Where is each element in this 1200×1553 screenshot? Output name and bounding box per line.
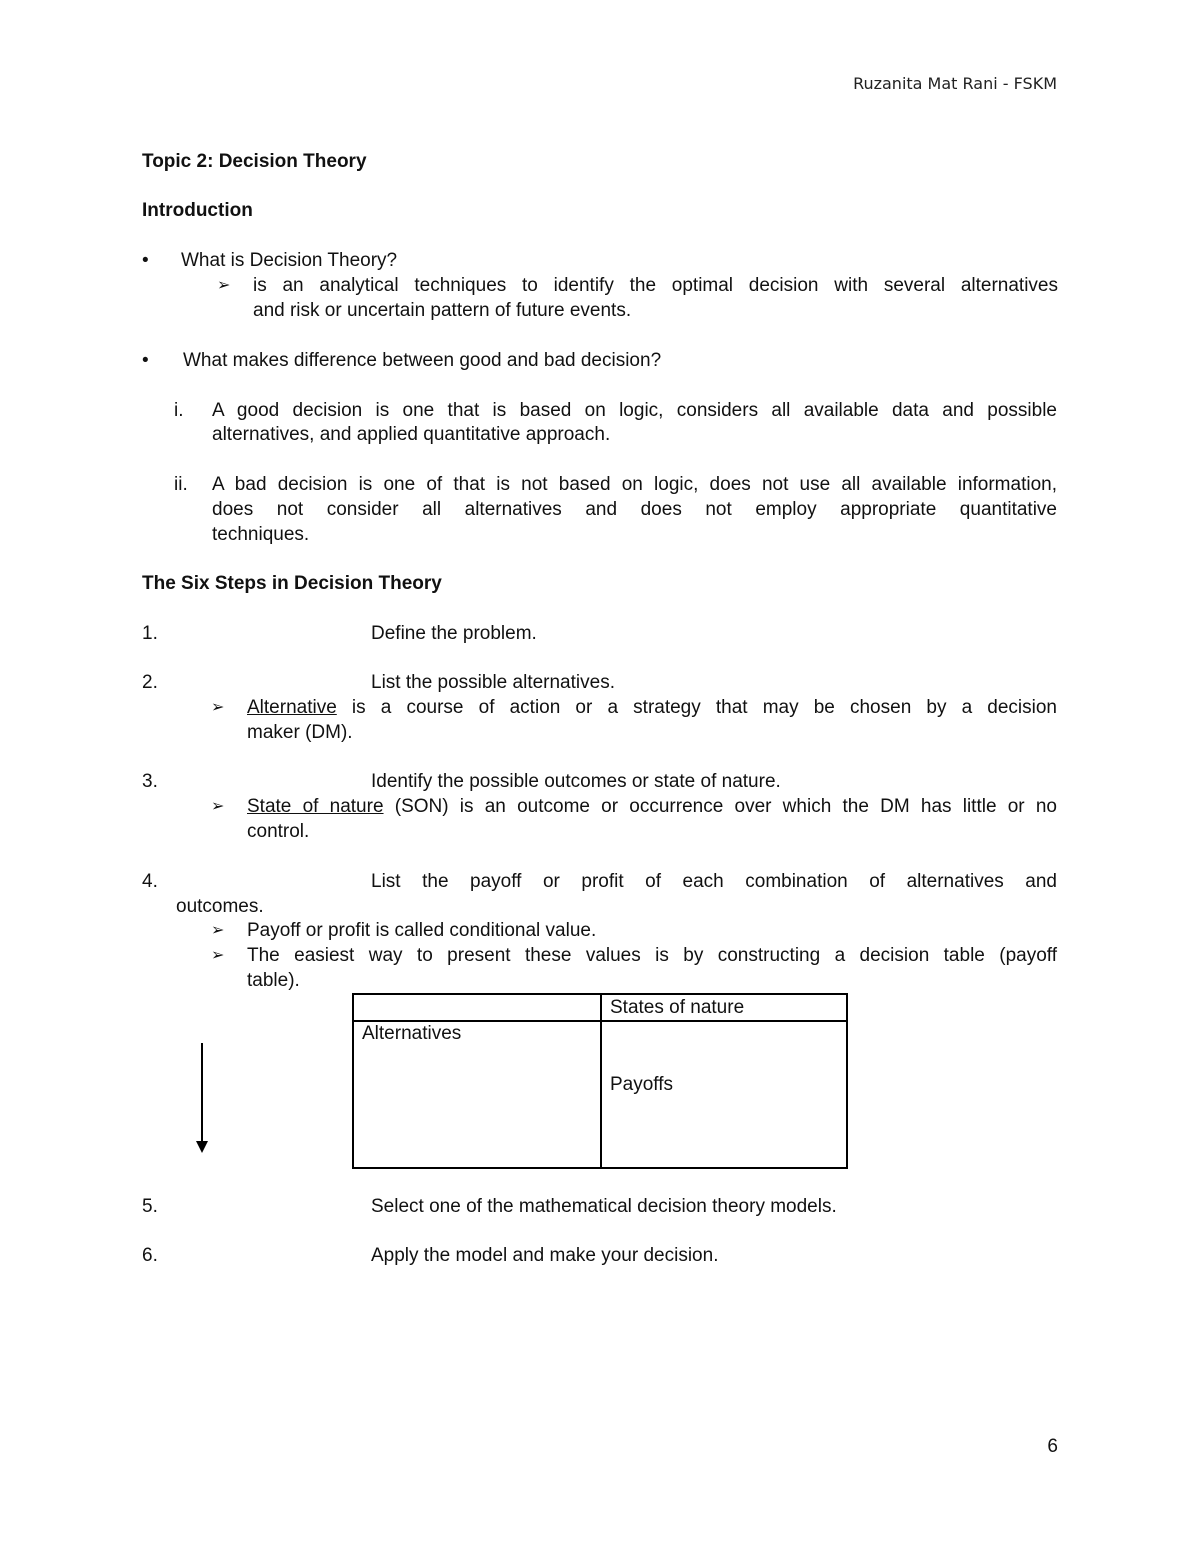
table-cell-payoffs: Payoffs [610, 1074, 674, 1095]
table-column-divider [600, 995, 602, 1167]
bullet-icon: • [142, 250, 149, 271]
alternative-term: Alternative [247, 697, 337, 718]
son-definition-line-2: control. [247, 821, 310, 842]
step-2-text: List the possible alternatives. [371, 672, 615, 693]
son-definition-rest: (SON) is an outcome or occurrence over which the DM has little or no [383, 796, 1057, 817]
step-3-text: Identify the possible outcomes or state of nature. [371, 771, 781, 792]
step-4-text-line-1: List the payoff or profit of each combination of alternatives and [371, 871, 1057, 892]
step-4-text-line-2: outcomes. [176, 896, 264, 917]
step-number: 1. [142, 623, 158, 644]
down-arrow-icon [192, 1043, 212, 1155]
arrow-bullet-icon: ➢ [211, 798, 225, 815]
good-decision-line-1: A good decision is one that is based on logic, considers all available data and possible [212, 400, 1057, 421]
question-what-is-decision-theory: What is Decision Theory? [181, 250, 398, 271]
bad-decision-line-2: does not consider all alternatives and does not employ appropriate quantitative [212, 499, 1057, 520]
list-marker: ii. [174, 474, 188, 495]
step-number: 6. [142, 1245, 158, 1266]
decision-table-note-line-2: table). [247, 970, 300, 991]
topic-title: Topic 2: Decision Theory [142, 151, 367, 172]
step-number: 5. [142, 1196, 158, 1217]
six-steps-heading: The Six Steps in Decision Theory [142, 573, 442, 594]
alternative-definition-line-2: maker (DM). [247, 722, 353, 743]
introduction-heading: Introduction [142, 200, 253, 221]
decision-table [352, 993, 848, 1169]
table-row-label-alternatives: Alternatives [362, 1023, 462, 1044]
table-header-states-of-nature: States of nature [610, 997, 745, 1018]
arrow-bullet-icon: ➢ [211, 947, 225, 964]
arrow-bullet-icon: ➢ [217, 277, 231, 294]
step-1-text: Define the problem. [371, 623, 537, 644]
bad-decision-line-1: A bad decision is one of that is not based on logic, does not use all available information, [212, 474, 1057, 495]
state-of-nature-term: State of nature [247, 796, 384, 817]
list-marker: i. [174, 400, 184, 421]
bullet-icon: • [142, 350, 149, 371]
page-header-author: Ruzanita Mat Rani - FSKM [853, 74, 1057, 93]
answer-line-2: and risk or uncertain pattern of future events. [253, 300, 632, 321]
step-number: 4. [142, 871, 158, 892]
son-definition-line-1 [247, 795, 1057, 819]
good-decision-line-2: alternatives, and applied quantitative approach. [212, 424, 611, 445]
answer-line-1: is an analytical techniques to identify the optimal decision with several alternatives [253, 275, 1058, 296]
step-5-text: Select one of the mathematical decision theory models. [371, 1196, 837, 1217]
arrow-bullet-icon: ➢ [211, 699, 225, 716]
decision-table-note-line-1: The easiest way to present these values is by constructing a decision table (payoff [247, 945, 1057, 966]
alternative-definition-rest: is a course of action or a strategy that may be chosen by a decision [336, 697, 1057, 718]
arrow-bullet-icon: ➢ [211, 922, 225, 939]
bad-decision-line-3: techniques. [212, 524, 310, 545]
page-number: 6 [1047, 1436, 1058, 1457]
alternative-definition-line-1 [247, 696, 1057, 720]
question-good-vs-bad-decision: What makes difference between good and bad decision? [183, 350, 662, 371]
step-6-text: Apply the model and make your decision. [371, 1245, 719, 1266]
step-number: 2. [142, 672, 158, 693]
payoff-conditional-value: Payoff or profit is called conditional value. [247, 920, 597, 941]
step-number: 3. [142, 771, 158, 792]
